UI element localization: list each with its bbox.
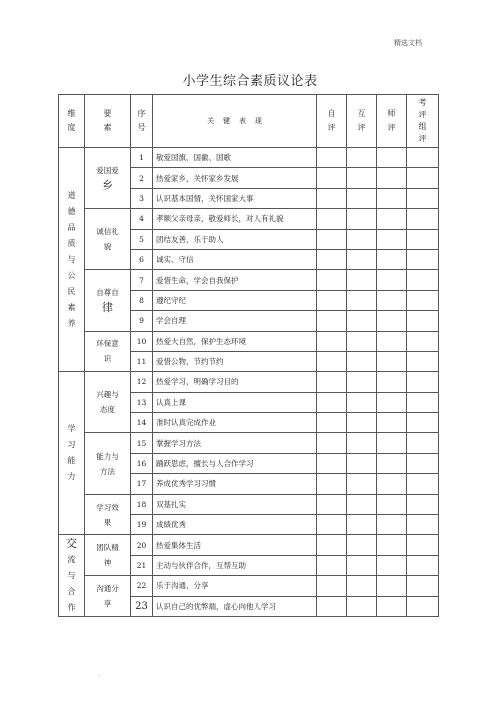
dimension-cell: 道 德 品 质 与 公 民 素 养	[59, 148, 85, 372]
self-eval-cell[interactable]	[317, 249, 347, 269]
element-cell: 自尊自 律	[85, 270, 131, 331]
table-row	[59, 494, 439, 514]
table-row	[59, 576, 439, 596]
peer-eval-cell[interactable]	[347, 433, 377, 453]
self-eval-cell[interactable]	[317, 168, 347, 188]
panel-eval-cell[interactable]	[407, 229, 439, 249]
seq-number: 8	[131, 290, 153, 310]
panel-eval-cell[interactable]	[407, 249, 439, 269]
teacher-eval-cell[interactable]	[377, 372, 407, 392]
dimension-cell: 学 习 能 力	[59, 372, 85, 535]
seq-number: 19	[131, 515, 153, 535]
key-performance-text: 踊跃思虑，擅长与人合作学习	[153, 453, 317, 473]
teacher-eval-cell[interactable]	[377, 290, 407, 310]
teacher-eval-cell[interactable]	[377, 515, 407, 535]
footer-mark: .	[98, 671, 100, 678]
teacher-eval-cell[interactable]	[377, 453, 407, 473]
teacher-eval-cell[interactable]	[377, 209, 407, 229]
self-eval-cell[interactable]	[317, 311, 347, 331]
key-performance-text: 团结友善，乐于助人	[153, 229, 317, 249]
key-performance-text: 爱惜公物，节约节约	[153, 351, 317, 371]
panel-eval-cell[interactable]	[407, 535, 439, 555]
seq-number: 1	[131, 148, 153, 168]
key-performance-text: 认识自己的优弊端，虚心向他人学习	[153, 596, 317, 616]
peer-eval-cell[interactable]	[347, 535, 377, 555]
document-corner-label: 精选文档	[394, 39, 422, 47]
teacher-eval-cell[interactable]	[377, 188, 407, 208]
panel-eval-cell[interactable]	[407, 453, 439, 473]
key-performance-text: 热爱学习，明确学习目的	[153, 372, 317, 392]
seq-number: 3	[131, 188, 153, 208]
key-performance-text: 乐于沟通、分享	[153, 576, 317, 596]
teacher-eval-cell[interactable]	[377, 555, 407, 575]
teacher-eval-cell[interactable]	[377, 249, 407, 269]
self-eval-cell[interactable]	[317, 535, 347, 555]
self-eval-cell[interactable]	[317, 433, 347, 453]
self-eval-cell[interactable]	[317, 331, 347, 351]
seq-number: 20	[131, 535, 153, 555]
panel-eval-cell[interactable]	[407, 596, 439, 616]
key-performance-text: 热爱集体生活	[153, 535, 317, 555]
panel-eval-cell[interactable]	[407, 311, 439, 331]
element-cell: 沟通分 享	[85, 576, 131, 617]
self-eval-cell[interactable]	[317, 229, 347, 249]
peer-eval-cell[interactable]	[347, 168, 377, 188]
panel-eval-cell[interactable]	[407, 209, 439, 229]
key-performance-text: 遵纪守纪	[153, 290, 317, 310]
key-performance-text: 敬爱国旗、国徽、国歌	[153, 148, 317, 168]
key-performance-text: 认真上课	[153, 392, 317, 412]
seq-number: 2	[131, 168, 153, 188]
teacher-eval-cell[interactable]	[377, 270, 407, 290]
panel-eval-cell[interactable]	[407, 392, 439, 412]
seq-number: 6	[131, 249, 153, 269]
panel-eval-cell[interactable]	[407, 168, 439, 188]
panel-eval-cell[interactable]	[407, 372, 439, 392]
peer-eval-cell[interactable]	[347, 596, 377, 616]
peer-eval-cell[interactable]	[347, 209, 377, 229]
panel-eval-cell[interactable]	[407, 290, 439, 310]
table-header-row	[59, 95, 439, 148]
seq-number: 11	[131, 351, 153, 371]
key-performance-text: 孝顺父亲母亲，敬爱师长，对人有礼貌	[153, 209, 317, 229]
header-panel-eval: 考 评 组 评	[407, 95, 439, 148]
key-performance-text: 认识基本国情，关怀国家大事	[153, 188, 317, 208]
seq-number: 13	[131, 392, 153, 412]
element-cell: 学习效 果	[85, 494, 131, 535]
peer-eval-cell[interactable]	[347, 148, 377, 168]
self-eval-cell[interactable]	[317, 148, 347, 168]
self-eval-cell[interactable]	[317, 351, 347, 371]
teacher-eval-cell[interactable]	[377, 596, 407, 616]
teacher-eval-cell[interactable]	[377, 148, 407, 168]
peer-eval-cell[interactable]	[347, 494, 377, 514]
peer-eval-cell[interactable]	[347, 555, 377, 575]
seq-number: 16	[131, 453, 153, 473]
key-performance-text: 学会自理	[153, 311, 317, 331]
element-cell: 能力与 方法	[85, 433, 131, 494]
key-performance-text: 诚实、守信	[153, 249, 317, 269]
seq-number: 21	[131, 555, 153, 575]
key-performance-text: 热爱家乡，关怀家乡发展	[153, 168, 317, 188]
self-eval-cell[interactable]	[317, 392, 347, 412]
teacher-eval-cell[interactable]	[377, 494, 407, 514]
teacher-eval-cell[interactable]	[377, 474, 407, 494]
peer-eval-cell[interactable]	[347, 229, 377, 249]
seq-number: 9	[131, 311, 153, 331]
seq-number: 7	[131, 270, 153, 290]
header-peer-eval: 互 评	[347, 95, 377, 148]
element-cell: 兴趣与 态度	[85, 372, 131, 433]
panel-eval-cell[interactable]	[407, 555, 439, 575]
seq-number: 18	[131, 494, 153, 514]
panel-eval-cell[interactable]	[407, 494, 439, 514]
teacher-eval-cell[interactable]	[377, 168, 407, 188]
peer-eval-cell[interactable]	[347, 515, 377, 535]
table-row	[59, 331, 439, 351]
self-eval-cell[interactable]	[317, 494, 347, 514]
peer-eval-cell[interactable]	[347, 576, 377, 596]
header-self-eval: 自 评	[317, 95, 347, 148]
seq-number: 12	[131, 372, 153, 392]
key-performance-text: 成绩优秀	[153, 515, 317, 535]
seq-number: 17	[131, 474, 153, 494]
panel-eval-cell[interactable]	[407, 270, 439, 290]
teacher-eval-cell[interactable]	[377, 311, 407, 331]
teacher-eval-cell[interactable]	[377, 433, 407, 453]
peer-eval-cell[interactable]	[347, 290, 377, 310]
element-cell: 诚信礼 貌	[85, 209, 131, 270]
teacher-eval-cell[interactable]	[377, 229, 407, 249]
peer-eval-cell[interactable]	[347, 311, 377, 331]
teacher-eval-cell[interactable]	[377, 535, 407, 555]
self-eval-cell[interactable]	[317, 515, 347, 535]
self-eval-cell[interactable]	[317, 474, 347, 494]
table-row	[59, 148, 439, 168]
evaluation-table	[58, 94, 439, 617]
table-row	[59, 433, 439, 453]
panel-eval-cell[interactable]	[407, 148, 439, 168]
peer-eval-cell[interactable]	[347, 474, 377, 494]
peer-eval-cell[interactable]	[347, 453, 377, 473]
self-eval-cell[interactable]	[317, 270, 347, 290]
self-eval-cell[interactable]	[317, 555, 347, 575]
self-eval-cell[interactable]	[317, 453, 347, 473]
peer-eval-cell[interactable]	[347, 392, 377, 412]
table-row	[59, 270, 439, 290]
header-seq: 序 号	[131, 95, 153, 148]
peer-eval-cell[interactable]	[347, 372, 377, 392]
peer-eval-cell[interactable]	[347, 331, 377, 351]
header-dimension: 维 度	[59, 95, 85, 148]
seq-number: 15	[131, 433, 153, 453]
dimension-cell: 交 流 与 合 作	[59, 535, 85, 617]
self-eval-cell[interactable]	[317, 372, 347, 392]
teacher-eval-cell[interactable]	[377, 331, 407, 351]
seq-number: 4	[131, 209, 153, 229]
panel-eval-cell[interactable]	[407, 331, 439, 351]
seq-number: 5	[131, 229, 153, 249]
panel-eval-cell[interactable]	[407, 413, 439, 433]
teacher-eval-cell[interactable]	[377, 413, 407, 433]
seq-number: 14	[131, 413, 153, 433]
header-teacher-eval: 师 评	[377, 95, 407, 148]
peer-eval-cell[interactable]	[347, 413, 377, 433]
element-cell: 团队精 神	[85, 535, 131, 576]
panel-eval-cell[interactable]	[407, 188, 439, 208]
self-eval-cell[interactable]	[317, 209, 347, 229]
panel-eval-cell[interactable]	[407, 474, 439, 494]
key-performance-text: 双基扎实	[153, 494, 317, 514]
peer-eval-cell[interactable]	[347, 270, 377, 290]
table-row	[59, 535, 439, 555]
header-key-performance: 关 键 表 现	[153, 95, 317, 148]
self-eval-cell[interactable]	[317, 576, 347, 596]
key-performance-text: 热爱大自然，保护生态环境	[153, 331, 317, 351]
self-eval-cell[interactable]	[317, 290, 347, 310]
self-eval-cell[interactable]	[317, 188, 347, 208]
seq-number: 23	[131, 596, 153, 616]
seq-number: 22	[131, 576, 153, 596]
header-element: 要 素	[85, 95, 131, 148]
table-row	[59, 372, 439, 392]
self-eval-cell[interactable]	[317, 413, 347, 433]
panel-eval-cell[interactable]	[407, 351, 439, 371]
seq-number: 10	[131, 331, 153, 351]
teacher-eval-cell[interactable]	[377, 392, 407, 412]
key-performance-text: 爱惜生命，学会自我保护	[153, 270, 317, 290]
peer-eval-cell[interactable]	[347, 351, 377, 371]
self-eval-cell[interactable]	[317, 596, 347, 616]
key-performance-text: 养成优秀学习习惯	[153, 474, 317, 494]
key-performance-text: 掌握学习方法	[153, 433, 317, 453]
panel-eval-cell[interactable]	[407, 433, 439, 453]
element-cell: 环保意 识	[85, 331, 131, 372]
peer-eval-cell[interactable]	[347, 249, 377, 269]
panel-eval-cell[interactable]	[407, 515, 439, 535]
teacher-eval-cell[interactable]	[377, 576, 407, 596]
peer-eval-cell[interactable]	[347, 188, 377, 208]
key-performance-text: 主动与伙伴合作，互帮互助	[153, 555, 317, 575]
key-performance-text: 准时认真完成作业	[153, 413, 317, 433]
panel-eval-cell[interactable]	[407, 576, 439, 596]
element-cell: 爱国爱 乡	[85, 148, 131, 209]
table-row	[59, 209, 439, 229]
page-title: 小学生综合素质议论表	[182, 74, 318, 89]
teacher-eval-cell[interactable]	[377, 351, 407, 371]
